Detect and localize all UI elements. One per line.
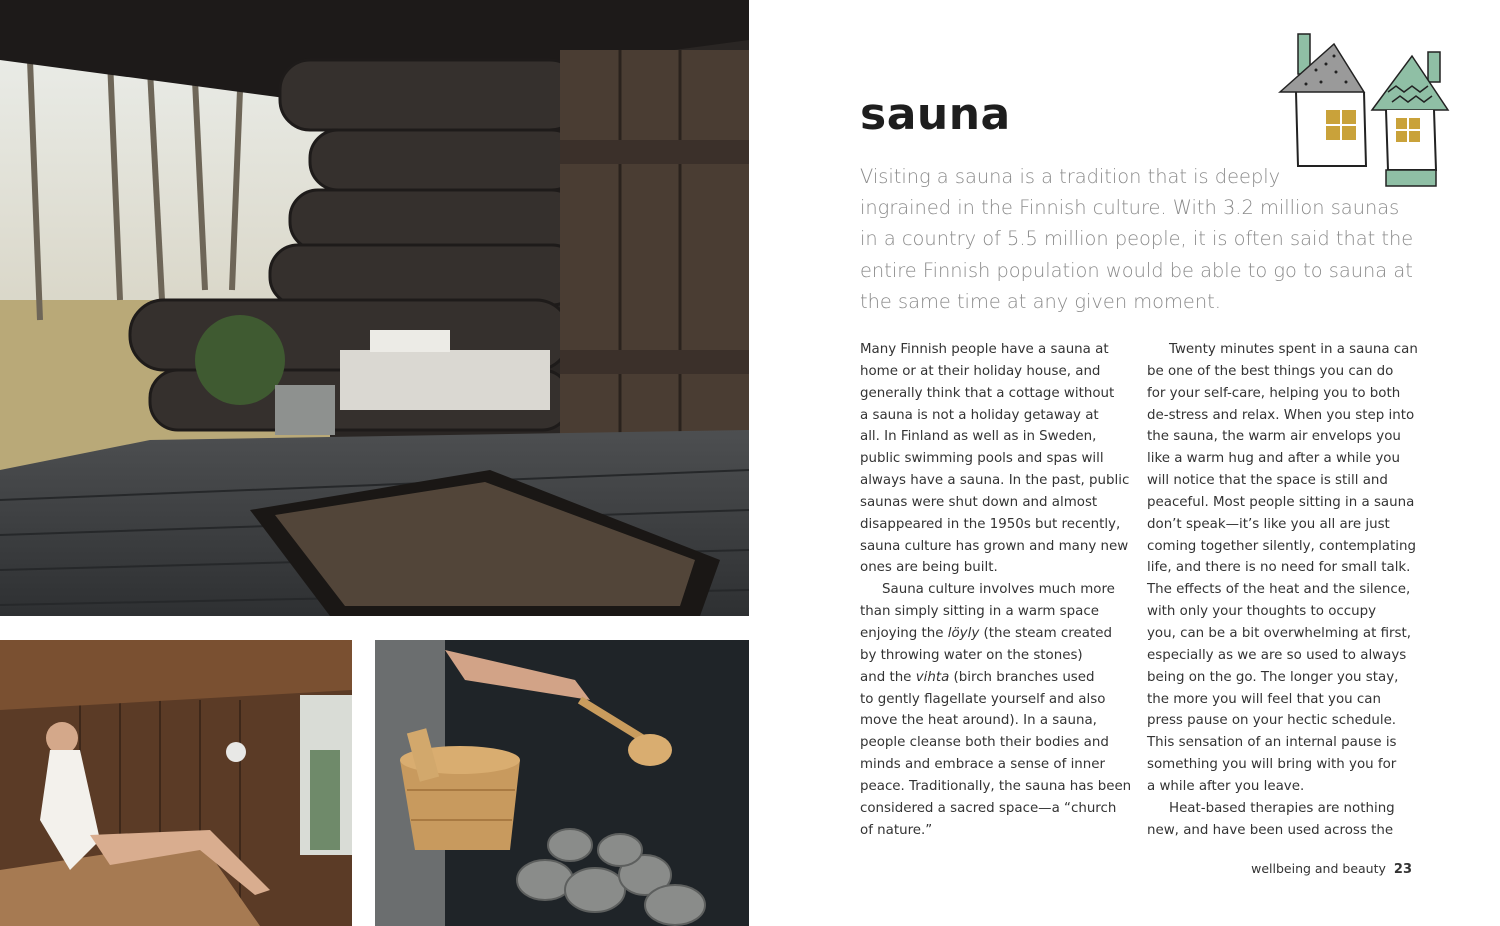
intro-line: ingrained in the Finnish culture. With 3.2 million saunas: [860, 196, 1400, 220]
body-line: The effects of the heat and the silence,: [1147, 582, 1411, 598]
body-line: like a warm hug and after a while you: [1147, 451, 1400, 467]
body-line: peaceful. Most people sitting in a sauna: [1147, 494, 1415, 510]
section-name: wellbeing and beauty: [1251, 861, 1386, 876]
body-line: you, can be a bit overwhelming at first,: [1147, 625, 1412, 641]
intro-paragraph: [860, 161, 1420, 317]
intro-line: in a country of 5.5 million people, it is often said that the: [860, 227, 1414, 251]
body-line: ones are being built.: [860, 560, 998, 576]
body-line: will notice that the space is still and: [1147, 473, 1388, 489]
body-line: [860, 667, 1132, 689]
body-line: peace. Traditionally, the sauna has been: [860, 778, 1132, 794]
photo-woman-in-sauna: [0, 640, 352, 926]
body-paragraph: [1147, 798, 1419, 842]
body-line: especially as we are so used to always: [1147, 647, 1407, 663]
body-line: for your self-care, helping you to both: [1147, 385, 1401, 401]
intro-line: Visiting a sauna is a tradition that is deeply: [860, 165, 1281, 188]
body-text: enjoying the: [860, 625, 948, 641]
photo-sauna-porch: [0, 0, 749, 616]
body-line: de-stress and relax. When you step into: [1147, 407, 1415, 423]
body-line: all. In Finland as well as in Sweden,: [860, 429, 1097, 445]
body-paragraph: [860, 579, 1132, 841]
body-line: Heat-based therapies are nothing: [1169, 800, 1395, 816]
body-line: to gently flagellate yourself and also: [860, 691, 1106, 707]
body-line: the more you will feel that you can: [1147, 691, 1381, 707]
body-line: being on the go. The longer you stay,: [1147, 669, 1399, 685]
body-line: generally think that a cottage without: [860, 385, 1115, 401]
body-line: something you will bring with you for: [1147, 757, 1397, 773]
body-text: (the steam created: [979, 625, 1112, 641]
body-line: minds and embrace a sense of inner: [860, 757, 1106, 773]
body-line: coming together silently, contemplating: [1147, 538, 1416, 554]
body-line: new, and have been used across the: [1147, 822, 1394, 838]
body-line: This sensation of an internal pause is: [1147, 735, 1397, 751]
page-number: 23: [1393, 862, 1412, 877]
body-line: the sauna, the warm air envelops you: [1147, 429, 1401, 445]
body-text: and the: [860, 669, 916, 685]
photo-bucket-and-ladle: [375, 640, 749, 926]
body-column-right: [1147, 339, 1419, 841]
body-line: Sauna culture involves much more: [882, 582, 1115, 598]
body-line: with only your thoughts to occupy: [1147, 604, 1377, 620]
body-line: move the heat around). In a sauna,: [860, 713, 1097, 729]
body-line: be one of the best things you can do: [1147, 363, 1394, 379]
body-line: sauna culture has grown and many new: [860, 538, 1129, 554]
body-line: than simply sitting in a warm space: [860, 604, 1099, 620]
body-line: Twenty minutes spent in a sauna can: [1169, 342, 1418, 357]
body-line: press pause on your hectic schedule.: [1147, 713, 1397, 729]
body-line: of nature.”: [860, 822, 933, 838]
body-line: disappeared in the 1950s but recently,: [860, 516, 1121, 532]
term-loyly: löyly: [947, 625, 980, 641]
body-line: a while after you leave.: [1147, 778, 1305, 794]
body-text: (birch branches used: [949, 669, 1095, 685]
body-paragraph: [860, 339, 1132, 579]
body-line: a sauna is not a holiday getaway at: [860, 407, 1099, 423]
body-line: don’t speak—it’s like you all are just: [1147, 516, 1390, 532]
body-line: life, and there is no need for small talk.: [1147, 560, 1411, 576]
body-column-left: [860, 339, 1132, 841]
body-line: Many Finnish people have a sauna at: [860, 342, 1109, 357]
body-line: by throwing water on the stones): [860, 647, 1083, 663]
intro-line: entire Finnish population would be able to go to sauna at: [860, 258, 1413, 282]
body-line: saunas were shut down and almost: [860, 494, 1098, 510]
body-line: public swimming pools and spas will: [860, 451, 1104, 467]
body-line: people cleanse both their bodies and: [860, 735, 1109, 751]
body-line: always have a sauna. In the past, public: [860, 473, 1130, 489]
intro-line: the same time at any given moment.: [860, 289, 1221, 313]
term-vihta: vihta: [915, 669, 950, 685]
body-paragraph: [1147, 339, 1419, 798]
body-line: home or at their holiday house, and: [860, 363, 1101, 379]
page-footer: [1251, 861, 1412, 877]
body-line: considered a sacred space—a “church: [860, 800, 1117, 816]
body-line: [860, 623, 1132, 645]
page-title: sauna: [860, 89, 1011, 140]
